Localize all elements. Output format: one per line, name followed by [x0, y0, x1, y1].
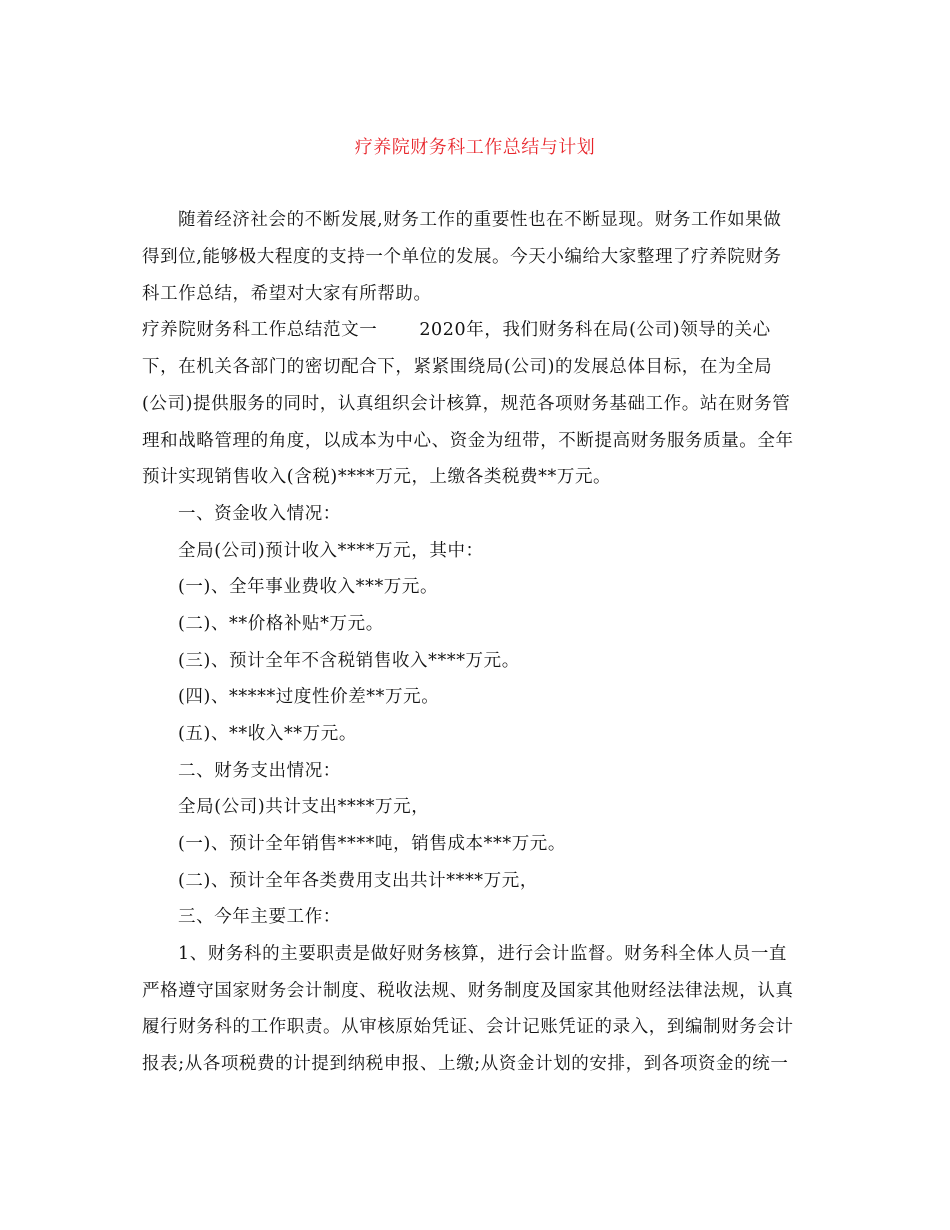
paragraph-line: 下，在机关各部门的密切配合下，紧紧围绕局(公司)的发展总体目标，在为全局 [142, 357, 773, 377]
paragraph-line: 1、财务科的主要职责是做好财务核算，进行会计监督。财务科全体人员一直 [178, 944, 788, 964]
list-item: (五)、**收入**万元。 [178, 724, 357, 744]
section-heading: 三、今年主要工作： [178, 907, 341, 927]
list-item: 全局(公司)预计收入****万元，其中： [178, 541, 484, 561]
section-heading: 二、财务支出情况： [178, 761, 341, 781]
section-heading: 一、资金收入情况： [178, 504, 341, 524]
list-item: (一)、全年事业费收入***万元。 [178, 577, 439, 597]
paragraph-line: 得到位,能够极大程度的支持一个单位的发展。今天小编给大家整理了疗养院财务 [142, 247, 782, 267]
list-item: (三)、预计全年不含税销售收入****万元。 [178, 651, 520, 671]
paragraph-line: 履行财务科的工作职责。从审核原始凭证、会计记账凭证的录入，到编制财务会计 [142, 1017, 794, 1037]
list-item: (二)、预计全年各类费用支出共计****万元， [178, 871, 538, 891]
list-item: 全局(公司)共计支出****万元， [178, 797, 430, 817]
list-item: (二)、**价格补贴*万元。 [178, 614, 384, 634]
paragraph-line [142, 318, 771, 342]
paragraph-line: 预计实现销售收入(含税)****万元，上缴各类税费**万元。 [142, 467, 612, 487]
paragraph-line: 理和战略管理的角度，以成本为中心、资金为纽带，不断提高财务服务质量。全年 [142, 431, 794, 451]
section-heading: 疗养院财务科工作总结范文一 [142, 320, 378, 340]
paragraph-line: 报表;从各项税费的计提到纳税申报、上缴;从资金计划的安排，到各项资金的统一 [142, 1054, 789, 1074]
paragraph-line: (公司)提供服务的同时，认真组织会计核算，规范各项财务基础工作。站在财务管 [142, 394, 791, 414]
list-item: (四)、*****过度性价差**万元。 [178, 687, 440, 707]
section-intro: 2020年，我们财务科在局(公司)领导的关心 [419, 320, 771, 340]
paragraph-line: 科工作总结，希望对大家有所帮助。 [142, 284, 432, 304]
document-title: 疗养院财务科工作总结与计划 [354, 137, 596, 158]
paragraph-line: 随着经济社会的不断发展,财务工作的重要性也在不断显现。财务工作如果做 [178, 210, 782, 230]
paragraph-line: 严格遵守国家财务会计制度、税收法规、财务制度及国家其他财经法律法规，认真 [142, 981, 794, 1001]
list-item: (一)、预计全年销售****吨，销售成本***万元。 [178, 834, 567, 854]
